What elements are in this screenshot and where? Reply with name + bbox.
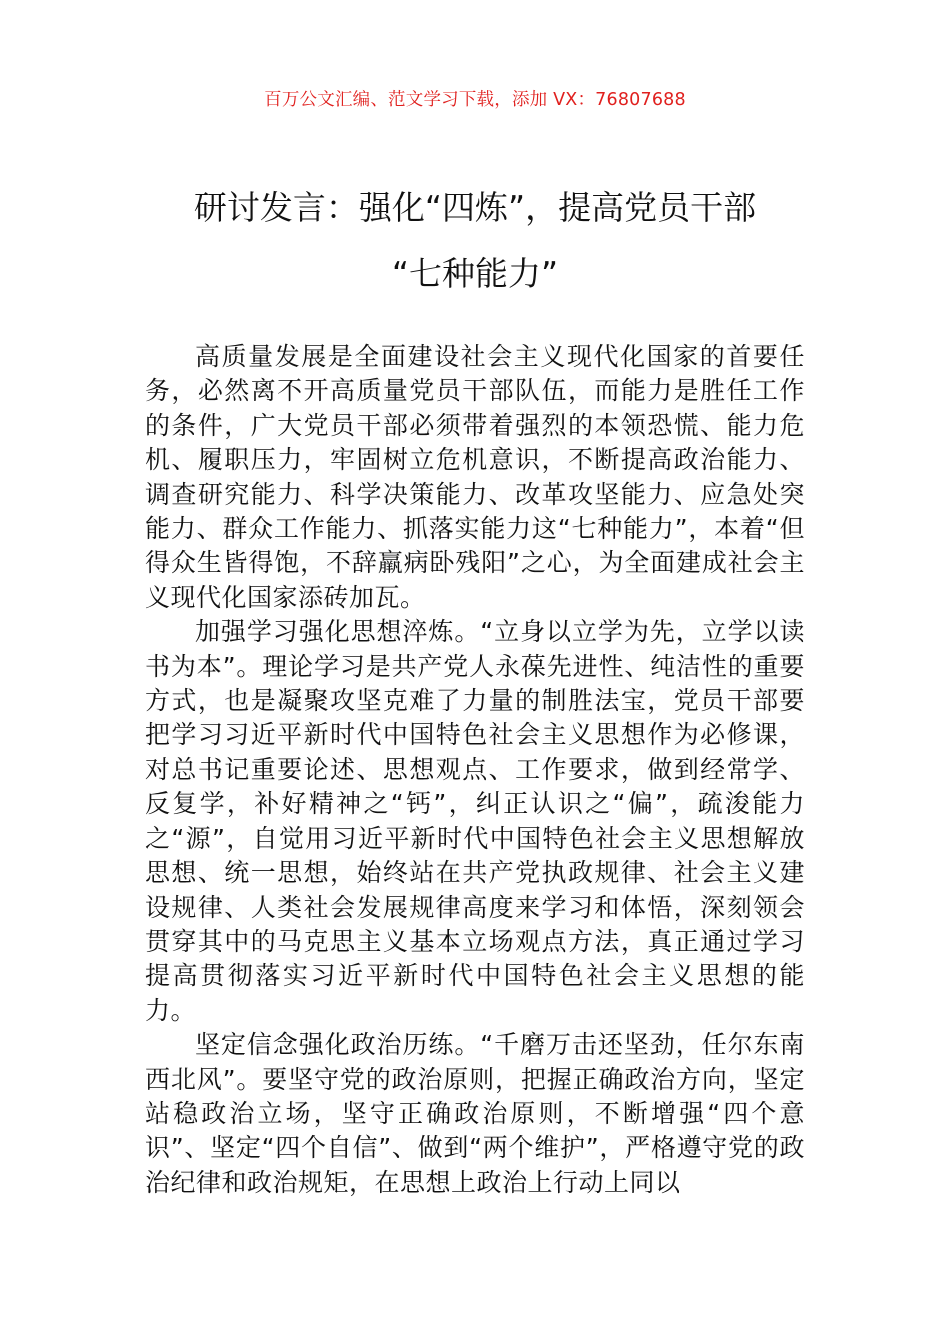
document-title-line-2: “七种能力” (391, 254, 559, 293)
paragraph-intro: 高质量发展是全面建设社会主义现代化国家的首要任务，必然离不开高质量党员干部队伍，而能力是胜任工作的条件，广大党员干部必须带着强烈的本领恐慌、能力危机、履职压力，牢固树立危机意识，不断提高政治能力、调查研究能力、科学决策能力、改革攻坚能力、应急处突能力、群众工作能力、抓落实能力这“七种能力”，本着“但得众生皆得饱，不辞羸病卧残阳”之心，为全面建成社会主义现代化国家添砖加瓦。 (145, 342, 805, 612)
document-body (145, 340, 805, 1200)
paragraph-politics: 坚定信念强化政治历练。“千磨万击还坚劲，任尔东南西北风”。要坚守党的政治原则，把握正确政治方向，坚定站稳政治立场，坚守正确政治原则，不断增强“四个意识”、坚定“四个自信”、做到“两个维护”，严格遵守党的政治纪律和政治规矩，在思想上政治上行动上同以 (145, 1030, 805, 1197)
watermark-header: 百万公文汇编、范文学习下载，添加 VX：76807688 (264, 90, 686, 110)
paragraph-study: 加强学习强化思想淬炼。“立身以立学为先，立学以读书为本”。理论学习是共产党人永葆先进性、纯洁性的重要方式，也是凝聚攻坚克难了力量的制胜法宝，党员干部要把学习习近平新时代中国特色社会主义思想作为必修课，对总书记重要论述、思想观点、工作要求，做到经常学、反复学，补好精神之“钙”，纠正认识之“偏”，疏浚能力之“源”，自觉用习近平新时代中国特色社会主义思想解放思想、统一思想，始终站在共产党执政规律、社会主义建设规律、人类社会发展规律高度来学习和体悟，深刻领会贯穿其中的马克思主义基本立场观点方法，真正通过学习提高贯彻落实习近平新时代中国特色社会主义思想的能力。 (145, 617, 805, 1025)
document-title-line-1: 研讨发言：强化“四炼”，提高党员干部 (193, 188, 757, 227)
